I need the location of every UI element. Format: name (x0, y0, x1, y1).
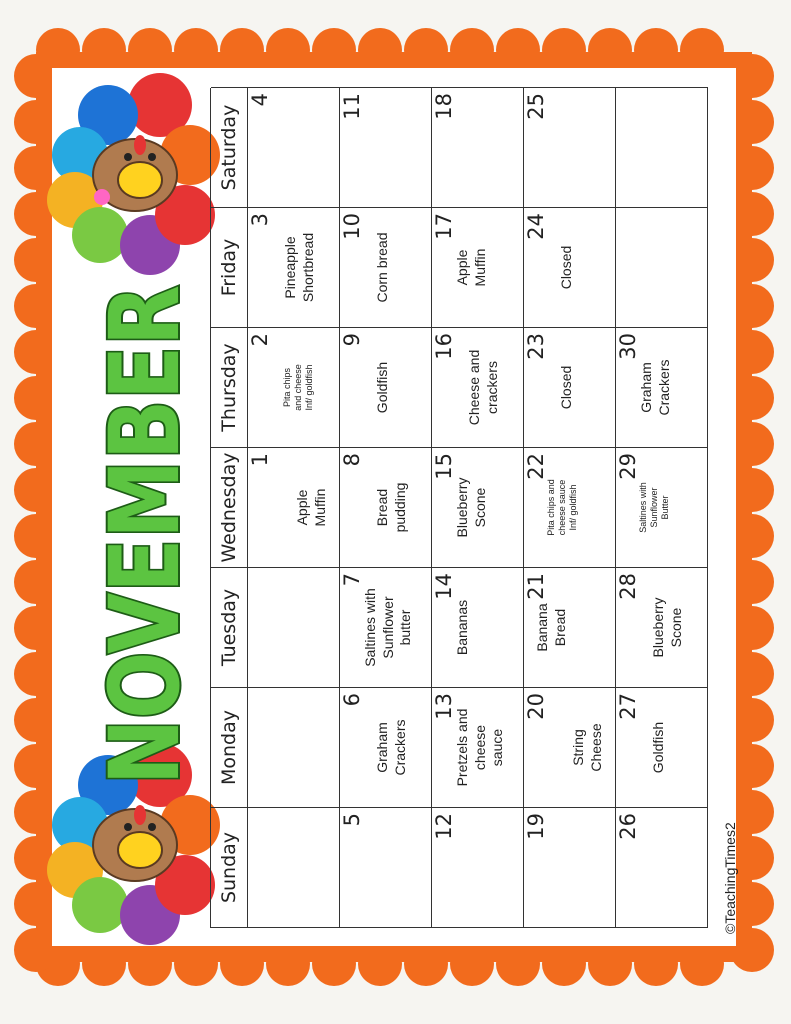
day-cell (432, 207, 524, 327)
day-number: 17 (432, 213, 456, 240)
day-cell (524, 327, 616, 447)
day-cell (616, 207, 708, 327)
day-number: 13 (432, 693, 456, 720)
day-cell (340, 687, 432, 807)
day-cell (340, 567, 432, 687)
snack-note: Closed (558, 245, 574, 290)
day-number: 1 (248, 453, 272, 467)
day-number: 28 (616, 573, 640, 600)
snack-note: Goldfish (374, 361, 390, 414)
snack-note: Blueberry Scone (454, 477, 488, 538)
day-cell (616, 447, 708, 567)
day-cell (616, 327, 708, 447)
day-number: 8 (340, 453, 364, 467)
snack-note: Apple Muffin (294, 488, 328, 527)
day-cell (432, 687, 524, 807)
weekday-header-sunday: Sunday (211, 807, 248, 927)
day-number: 5 (340, 813, 364, 827)
snack-note: Blueberry Scone (650, 597, 684, 658)
calendar-grid-container (210, 88, 707, 928)
day-cell (524, 567, 616, 687)
day-number: 20 (524, 693, 548, 720)
day-cell (340, 807, 432, 927)
snack-note: Pretzels and cheese sauce (454, 708, 505, 787)
snack-note: Pita chips and cheese Inf/ goldfish (282, 364, 314, 411)
month-title: NOVEMBER (89, 177, 201, 785)
weekday-header-tuesday: Tuesday (211, 567, 248, 687)
day-number: 27 (616, 693, 640, 720)
day-cell (616, 87, 708, 207)
day-cell (524, 807, 616, 927)
day-cell (616, 807, 708, 927)
day-cell (616, 687, 708, 807)
day-number: 14 (432, 573, 456, 600)
weekday-header-wednesday: Wednesday (211, 447, 248, 567)
day-number: 18 (432, 93, 456, 120)
snack-note: String Cheese (570, 723, 604, 772)
day-cell (524, 207, 616, 327)
turkey-icon (47, 73, 220, 275)
snack-note: Bread pudding (374, 482, 408, 533)
day-cell (432, 447, 524, 567)
day-number: 30 (616, 333, 640, 360)
day-cell (524, 447, 616, 567)
snack-note: Cheese and crackers (466, 349, 500, 426)
snack-note: Bananas (454, 599, 470, 656)
weekday-header-monday: Monday (211, 687, 248, 807)
day-cell (248, 207, 340, 327)
snack-note: Goldfish (650, 721, 666, 774)
day-number: 10 (340, 213, 364, 240)
calendar-grid (210, 88, 708, 928)
snack-note: Corn bread (374, 232, 390, 303)
snack-note: Saltines with Sunflower Butter (638, 482, 670, 533)
day-cell (524, 87, 616, 207)
day-cell (248, 447, 340, 567)
snack-note: Pita chips and cheese sauce Inf/ goldfish (546, 479, 578, 536)
weekday-header-friday: Friday (211, 207, 248, 327)
day-cell (616, 567, 708, 687)
day-number: 26 (616, 813, 640, 840)
day-cell (432, 327, 524, 447)
day-cell (524, 687, 616, 807)
day-number: 16 (432, 333, 456, 360)
snack-note: Banana Bread (534, 603, 568, 652)
day-cell (248, 687, 340, 807)
day-number: 7 (340, 573, 364, 587)
weekday-header-thursday: Thursday (211, 327, 248, 447)
day-number: 3 (248, 213, 272, 227)
day-number: 29 (616, 453, 640, 480)
day-cell (340, 327, 432, 447)
day-number: 4 (248, 93, 272, 107)
day-cell (340, 87, 432, 207)
day-cell (340, 447, 432, 567)
day-number: 21 (524, 573, 548, 600)
weekday-header-saturday: Saturday (211, 87, 248, 207)
day-number: 12 (432, 813, 456, 840)
snack-note: Closed (558, 365, 574, 410)
day-cell (432, 87, 524, 207)
day-cell (248, 87, 340, 207)
day-cell (248, 567, 340, 687)
snack-note: Saltines with Sunflower butter (362, 588, 413, 667)
day-number: 23 (524, 333, 548, 360)
day-cell (432, 567, 524, 687)
day-number: 15 (432, 453, 456, 480)
day-number: 2 (248, 333, 272, 347)
day-cell (248, 807, 340, 927)
day-cell (248, 327, 340, 447)
day-number: 6 (340, 693, 364, 707)
day-number: 24 (524, 213, 548, 240)
day-number: 9 (340, 333, 364, 347)
day-cell (432, 807, 524, 927)
copyright-credit: ©TeachingTimes2 (722, 822, 738, 934)
snack-note: Graham Crackers (374, 719, 408, 776)
day-cell (340, 207, 432, 327)
day-number: 25 (524, 93, 548, 120)
day-number: 22 (524, 453, 548, 480)
day-number: 19 (524, 813, 548, 840)
snack-note: Apple Muffin (454, 248, 488, 287)
day-number: 11 (340, 93, 364, 120)
snack-note: Graham Crackers (638, 359, 672, 416)
snack-note: Pineapple Shortbread (282, 232, 316, 303)
